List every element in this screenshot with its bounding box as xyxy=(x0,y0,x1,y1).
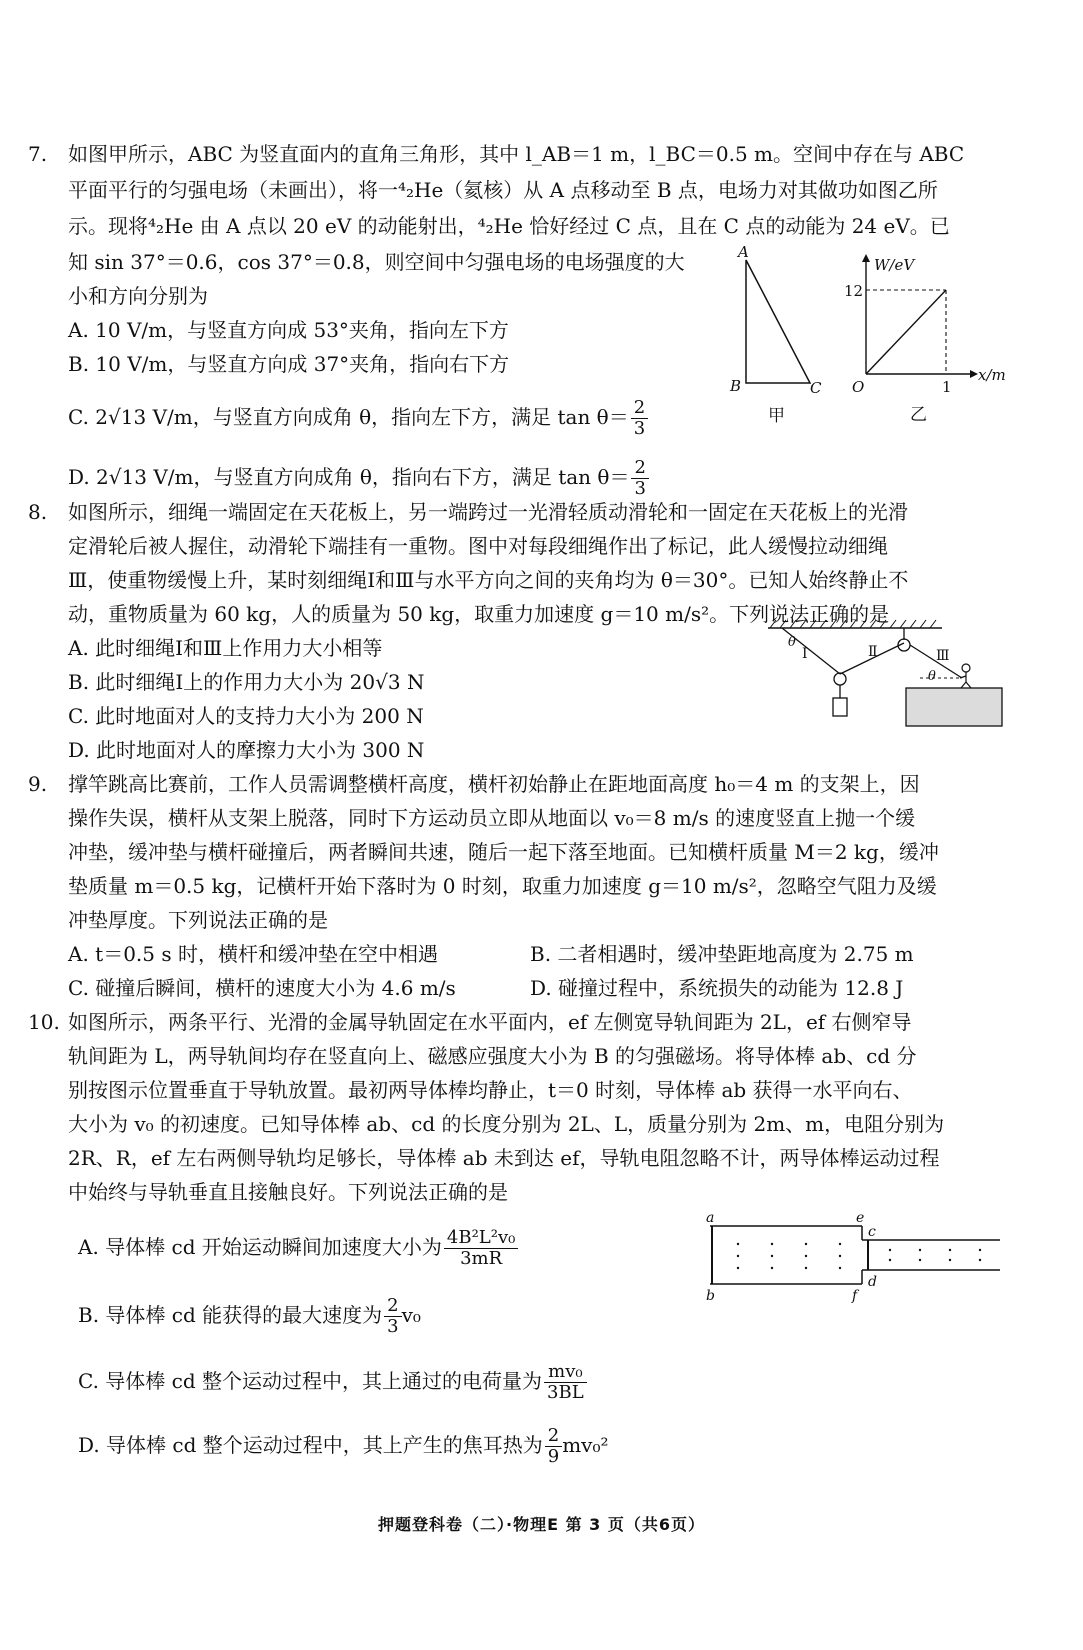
q8-fig-rope-1: Ⅰ xyxy=(802,646,808,662)
q9-option-a: A. t＝0.5 s 时，横杆和缓冲垫在空中相遇 xyxy=(68,942,438,966)
q7-fig-caption-jia: 甲 xyxy=(768,406,785,426)
q8-fig-rope-2: Ⅱ xyxy=(868,644,878,660)
page-footer: 押题登科卷（二）·物理E 第 3 页（共6页） xyxy=(378,1515,705,1534)
q7-graph-ytick: 12 xyxy=(844,282,864,300)
q8-number: 8. xyxy=(28,500,48,524)
q10-fig-label-c: c xyxy=(868,1224,876,1240)
q10-fig-label-f: f xyxy=(852,1288,858,1304)
q7-graph-caption: 乙 xyxy=(910,405,927,425)
q7-fig-label-b: B xyxy=(730,377,742,395)
q8-fig-theta-2: θ xyxy=(928,669,936,684)
q8-figure xyxy=(760,618,1005,733)
q10-fig-label-e: e xyxy=(856,1210,865,1226)
q10-fig-label-d: d xyxy=(868,1274,877,1290)
q10-number: 10. xyxy=(28,1010,60,1034)
q8-fig-rope-3: Ⅲ xyxy=(936,648,950,664)
q9-option-d: D. 碰撞过程中，系统损失的动能为 12.8 J xyxy=(530,976,904,1000)
q7-option-c-fraction: $\frac{2}{3}$ xyxy=(631,398,648,439)
q7-option-d-fraction: $\frac{2}{3}$ xyxy=(631,458,648,499)
q7-fig-label-a: A xyxy=(738,243,749,261)
q9-number: 9. xyxy=(28,772,48,796)
q9-option-c: C. 碰撞后瞬间，横杆的速度大小为 4.6 m/s xyxy=(68,976,456,1000)
q7-number: 7. xyxy=(28,142,48,166)
q10-fig-label-a: a xyxy=(706,1210,715,1226)
q7-graph-origin: O xyxy=(852,378,865,396)
q7-figure-yi xyxy=(840,252,1010,432)
q7-graph-ylabel: W/eV xyxy=(874,256,915,274)
q7-graph-xlabel: x/m xyxy=(978,366,1006,384)
q9-option-b: B. 二者相遇时，缓冲垫距地高度为 2.75 m xyxy=(530,942,914,966)
q7-figure-jia xyxy=(728,245,828,435)
q8-fig-theta-1: θ xyxy=(788,635,796,650)
q10-fig-label-b: b xyxy=(706,1288,715,1304)
q7-graph-xtick: 1 xyxy=(942,378,952,396)
q7-fig-label-c: C xyxy=(810,379,822,397)
q10-figure xyxy=(700,1212,1010,1302)
